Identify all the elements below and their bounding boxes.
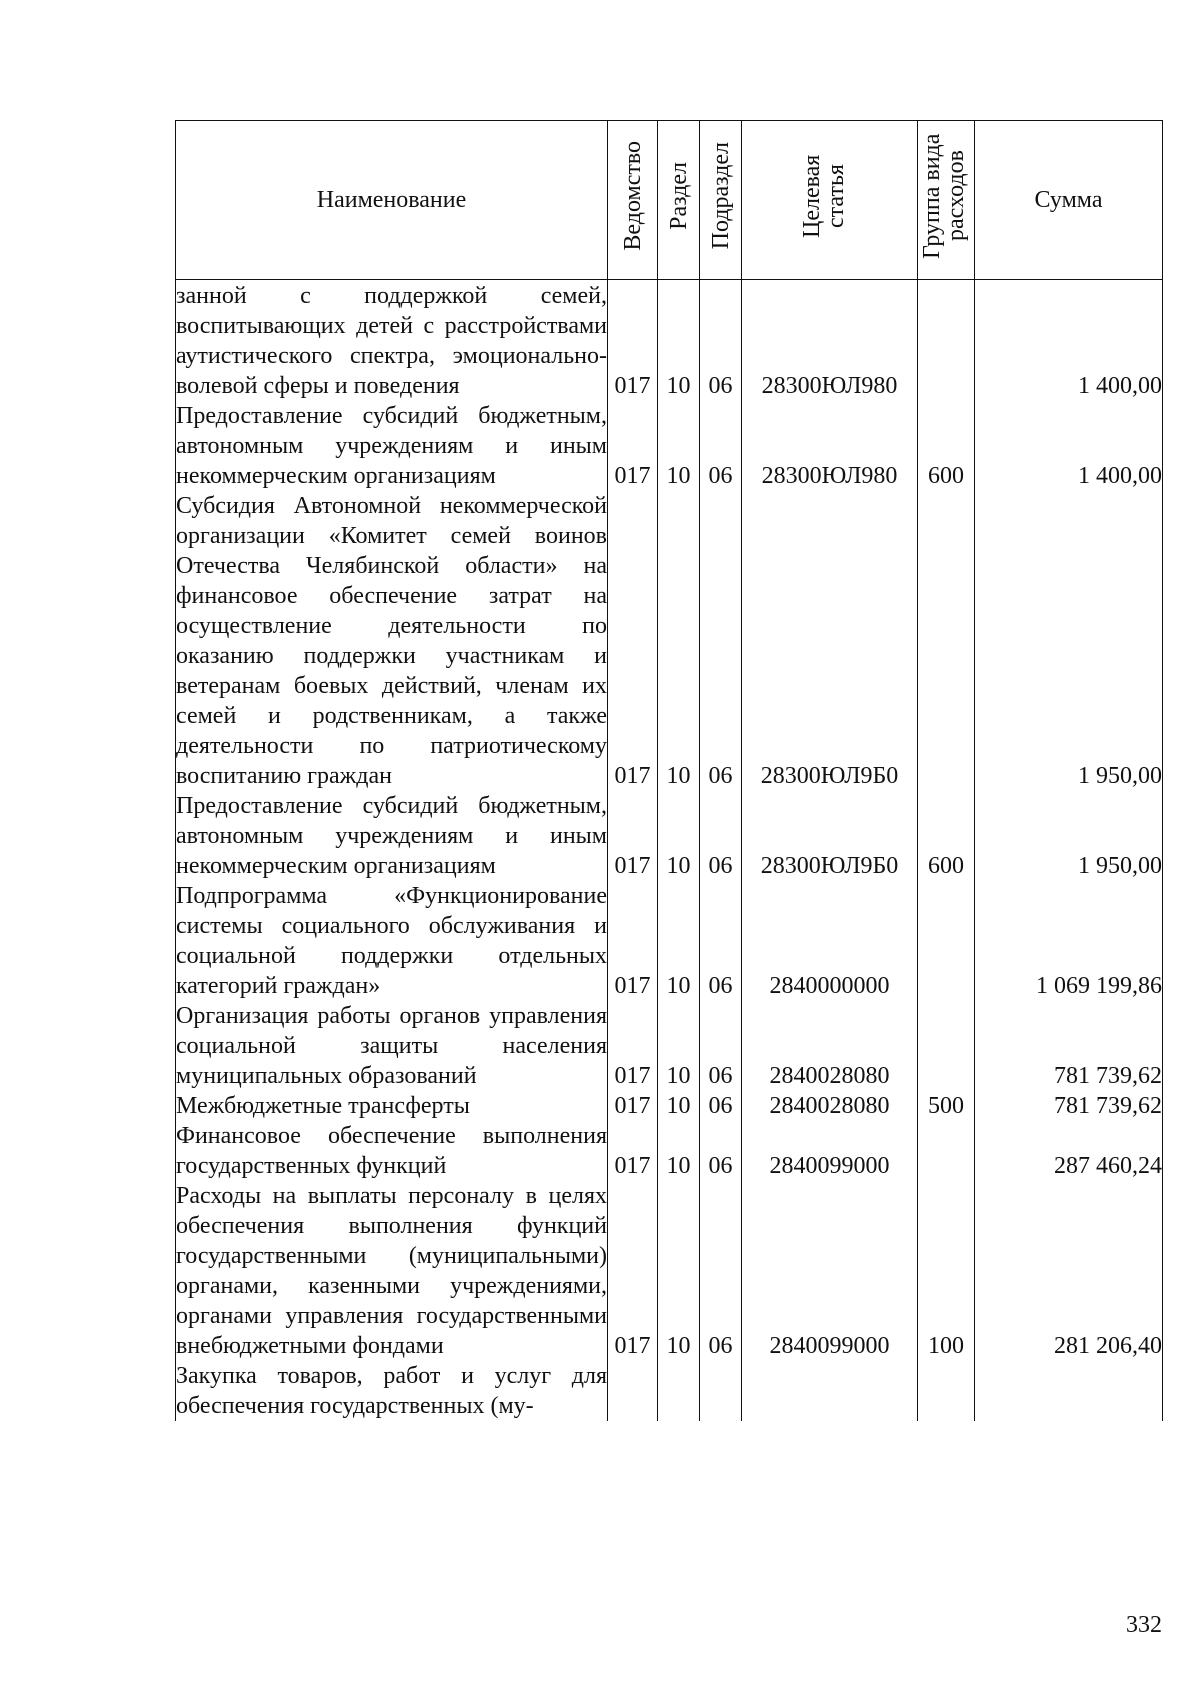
cell-subsection: 06: [700, 791, 742, 881]
cell-sum: 1 950,00: [975, 491, 1163, 791]
cell-name: Расходы на выплаты персоналу в целях обеспечения выполнения функций государственными (муниципальными) органами, казенными учреждениями, органами управления государственными внебюджетными фондами: [176, 1183, 607, 1359]
cell-dept: 017: [608, 491, 658, 791]
cell-name: Субсидия Автономной некоммерческой организации «Комитет семей воинов Отечества Челябинской области» на финансовое обеспечение затрат на осуществление деятельности по оказанию поддержки участникам и ветеранам боевых действий, членам их семей и родственникам, а также деятельности по патриотическому воспитанию граждан: [176, 493, 607, 789]
cell-sum: [975, 1361, 1163, 1421]
cell-sum: 1 400,00: [975, 401, 1163, 491]
table-header-row: [176, 121, 1163, 280]
cell-name: Подпрограмма «Функционирование системы социального обслуживания и социальной поддержки отдельных категорий граждан»: [176, 883, 607, 999]
cell-dept: 017: [608, 881, 658, 1001]
cell-dept: 017: [608, 280, 658, 402]
cell-group: [918, 881, 975, 1001]
cell-subsection: 06: [700, 1001, 742, 1091]
cell-name: Предоставление субсидий бюджетным, автономным учреждениям и иным некоммерческим организациям: [176, 793, 607, 879]
cell-group: [918, 1001, 975, 1091]
cell-target: 2840000000: [742, 881, 918, 1001]
cell-target: 2840028080: [742, 1091, 918, 1121]
cell-dept: 017: [608, 1001, 658, 1091]
cell-section: 10: [658, 1121, 700, 1181]
table-row: [176, 280, 1163, 402]
cell-name: Организация работы органов управления социальной защиты населения муниципальных образований: [176, 1003, 607, 1089]
cell-dept: 017: [608, 1121, 658, 1181]
table-row: [176, 1181, 1163, 1361]
cell-section: 10: [658, 1001, 700, 1091]
cell-group: [918, 1361, 975, 1421]
cell-sum: 781 739,62: [975, 1091, 1163, 1121]
cell-section: 10: [658, 881, 700, 1001]
cell-sum: 287 460,24: [975, 1121, 1163, 1181]
table-row: [176, 1361, 1163, 1421]
header-name: Наименование: [176, 121, 608, 280]
cell-section: [658, 1361, 700, 1421]
header-dept: Ведомство: [608, 121, 658, 280]
cell-dept: 017: [608, 1181, 658, 1361]
cell-subsection: 06: [700, 1121, 742, 1181]
cell-section: 10: [658, 1091, 700, 1121]
cell-subsection: 06: [700, 1091, 742, 1121]
table-row: [176, 401, 1163, 491]
header-subsection: Подраздел: [700, 121, 742, 280]
cell-section: 10: [658, 791, 700, 881]
cell-sum: 1 400,00: [975, 280, 1163, 402]
cell-dept: 017: [608, 791, 658, 881]
cell-name: Межбюджетные трансферты: [176, 1091, 608, 1121]
table-row: [176, 491, 1163, 791]
cell-target: 28300ЮЛ980: [742, 401, 918, 491]
cell-group: 500: [918, 1091, 975, 1121]
cell-name: Финансовое обеспечение выполнения государственных функций: [176, 1123, 607, 1179]
cell-dept: 017: [608, 1091, 658, 1121]
cell-section: 10: [658, 491, 700, 791]
cell-subsection: 06: [700, 881, 742, 1001]
header-sum: Сумма: [975, 121, 1163, 280]
cell-dept: [608, 1361, 658, 1421]
cell-dept: 017: [608, 401, 658, 491]
cell-section: 10: [658, 280, 700, 402]
cell-target: 2840099000: [742, 1121, 918, 1181]
cell-group: 600: [918, 791, 975, 881]
table-row: [176, 1091, 1163, 1121]
cell-name: Предоставление субсидий бюджетным, автономным учреждениям и иным некоммерческим организациям: [176, 403, 607, 489]
cell-sum: 781 739,62: [975, 1001, 1163, 1091]
cell-name: Закупка товаров, работ и услуг для обеспечения государственных (му-: [176, 1363, 607, 1419]
table-row: [176, 1001, 1163, 1091]
cell-target: 28300ЮЛ9Б0: [742, 791, 918, 881]
cell-name: занной с поддержкой семей, воспитывающих детей с расстройствами аутистического спектра, эмоционально-волевой сферы и поведения: [176, 280, 608, 402]
cell-group: 600: [918, 401, 975, 491]
cell-target: 28300ЮЛ980: [742, 280, 918, 402]
table-row: [176, 881, 1163, 1001]
cell-target: 28300ЮЛ9Б0: [742, 491, 918, 791]
cell-group: [918, 280, 975, 402]
header-group: Группа вида расходов: [918, 121, 975, 280]
header-target: Целевая статья: [742, 121, 918, 280]
cell-section: 10: [658, 1181, 700, 1361]
cell-subsection: 06: [700, 401, 742, 491]
cell-subsection: [700, 1361, 742, 1421]
cell-group: [918, 491, 975, 791]
table-row: [176, 791, 1163, 881]
cell-target: 2840099000: [742, 1181, 918, 1361]
table-row: [176, 1121, 1163, 1181]
table-body: [176, 280, 1163, 1422]
cell-group: [918, 1121, 975, 1181]
cell-target: 2840028080: [742, 1001, 918, 1091]
cell-sum: 281 206,40: [975, 1181, 1163, 1361]
cell-section: 10: [658, 401, 700, 491]
page-number: 332: [1126, 1612, 1162, 1638]
cell-sum: 1 069 199,86: [975, 881, 1163, 1001]
cell-subsection: 06: [700, 280, 742, 402]
cell-subsection: 06: [700, 1181, 742, 1361]
cell-subsection: 06: [700, 491, 742, 791]
budget-table: [175, 120, 1163, 1421]
cell-sum: 1 950,00: [975, 791, 1163, 881]
header-section: Раздел: [658, 121, 700, 280]
cell-target: [742, 1361, 918, 1421]
cell-group: 100: [918, 1181, 975, 1361]
